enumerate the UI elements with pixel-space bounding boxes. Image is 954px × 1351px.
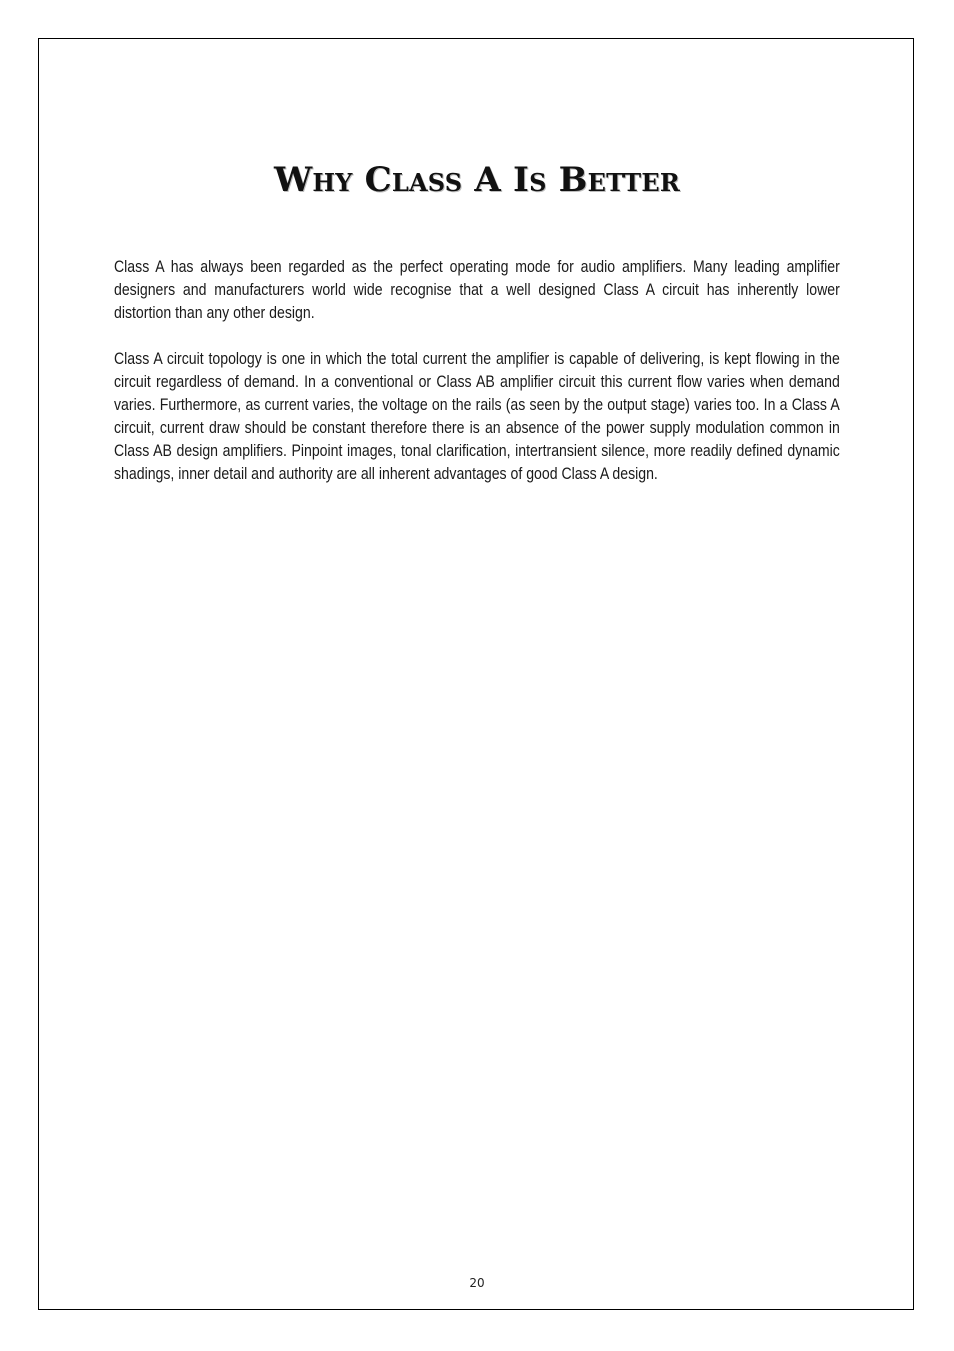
page-title: Why Class A Is Better (274, 160, 680, 200)
paragraph-2: Class A circuit topology is one in which the total current the amplifier is capable of delivering, is kept flowing in the circuit regardless of demand. In a conventional or Class AB amplifier circuit this current flow varies when demand varies. Furthermore, as current varies, the voltage on the rails (as seen by the output stage) varies too. In a Class A circuit, current draw should be constant therefore there is an absence of the power supply modulation common in Class AB design amplifiers. Pinpoint images, tonal clarification, intertransient silence, more readily defined dynamic shadings, inner detail and authority are all inherent advantages of good Class A design. (114, 350, 840, 483)
page-border (38, 38, 914, 1310)
page-number: 20 (469, 1276, 485, 1290)
paragraph-1: Class A has always been regarded as the perfect operating mode for audio amplifiers. Many leading amplifier designers and manufacturers world wide recognise that a well designed Class A circuit has inherently lower distortion than any other design. (114, 258, 840, 322)
